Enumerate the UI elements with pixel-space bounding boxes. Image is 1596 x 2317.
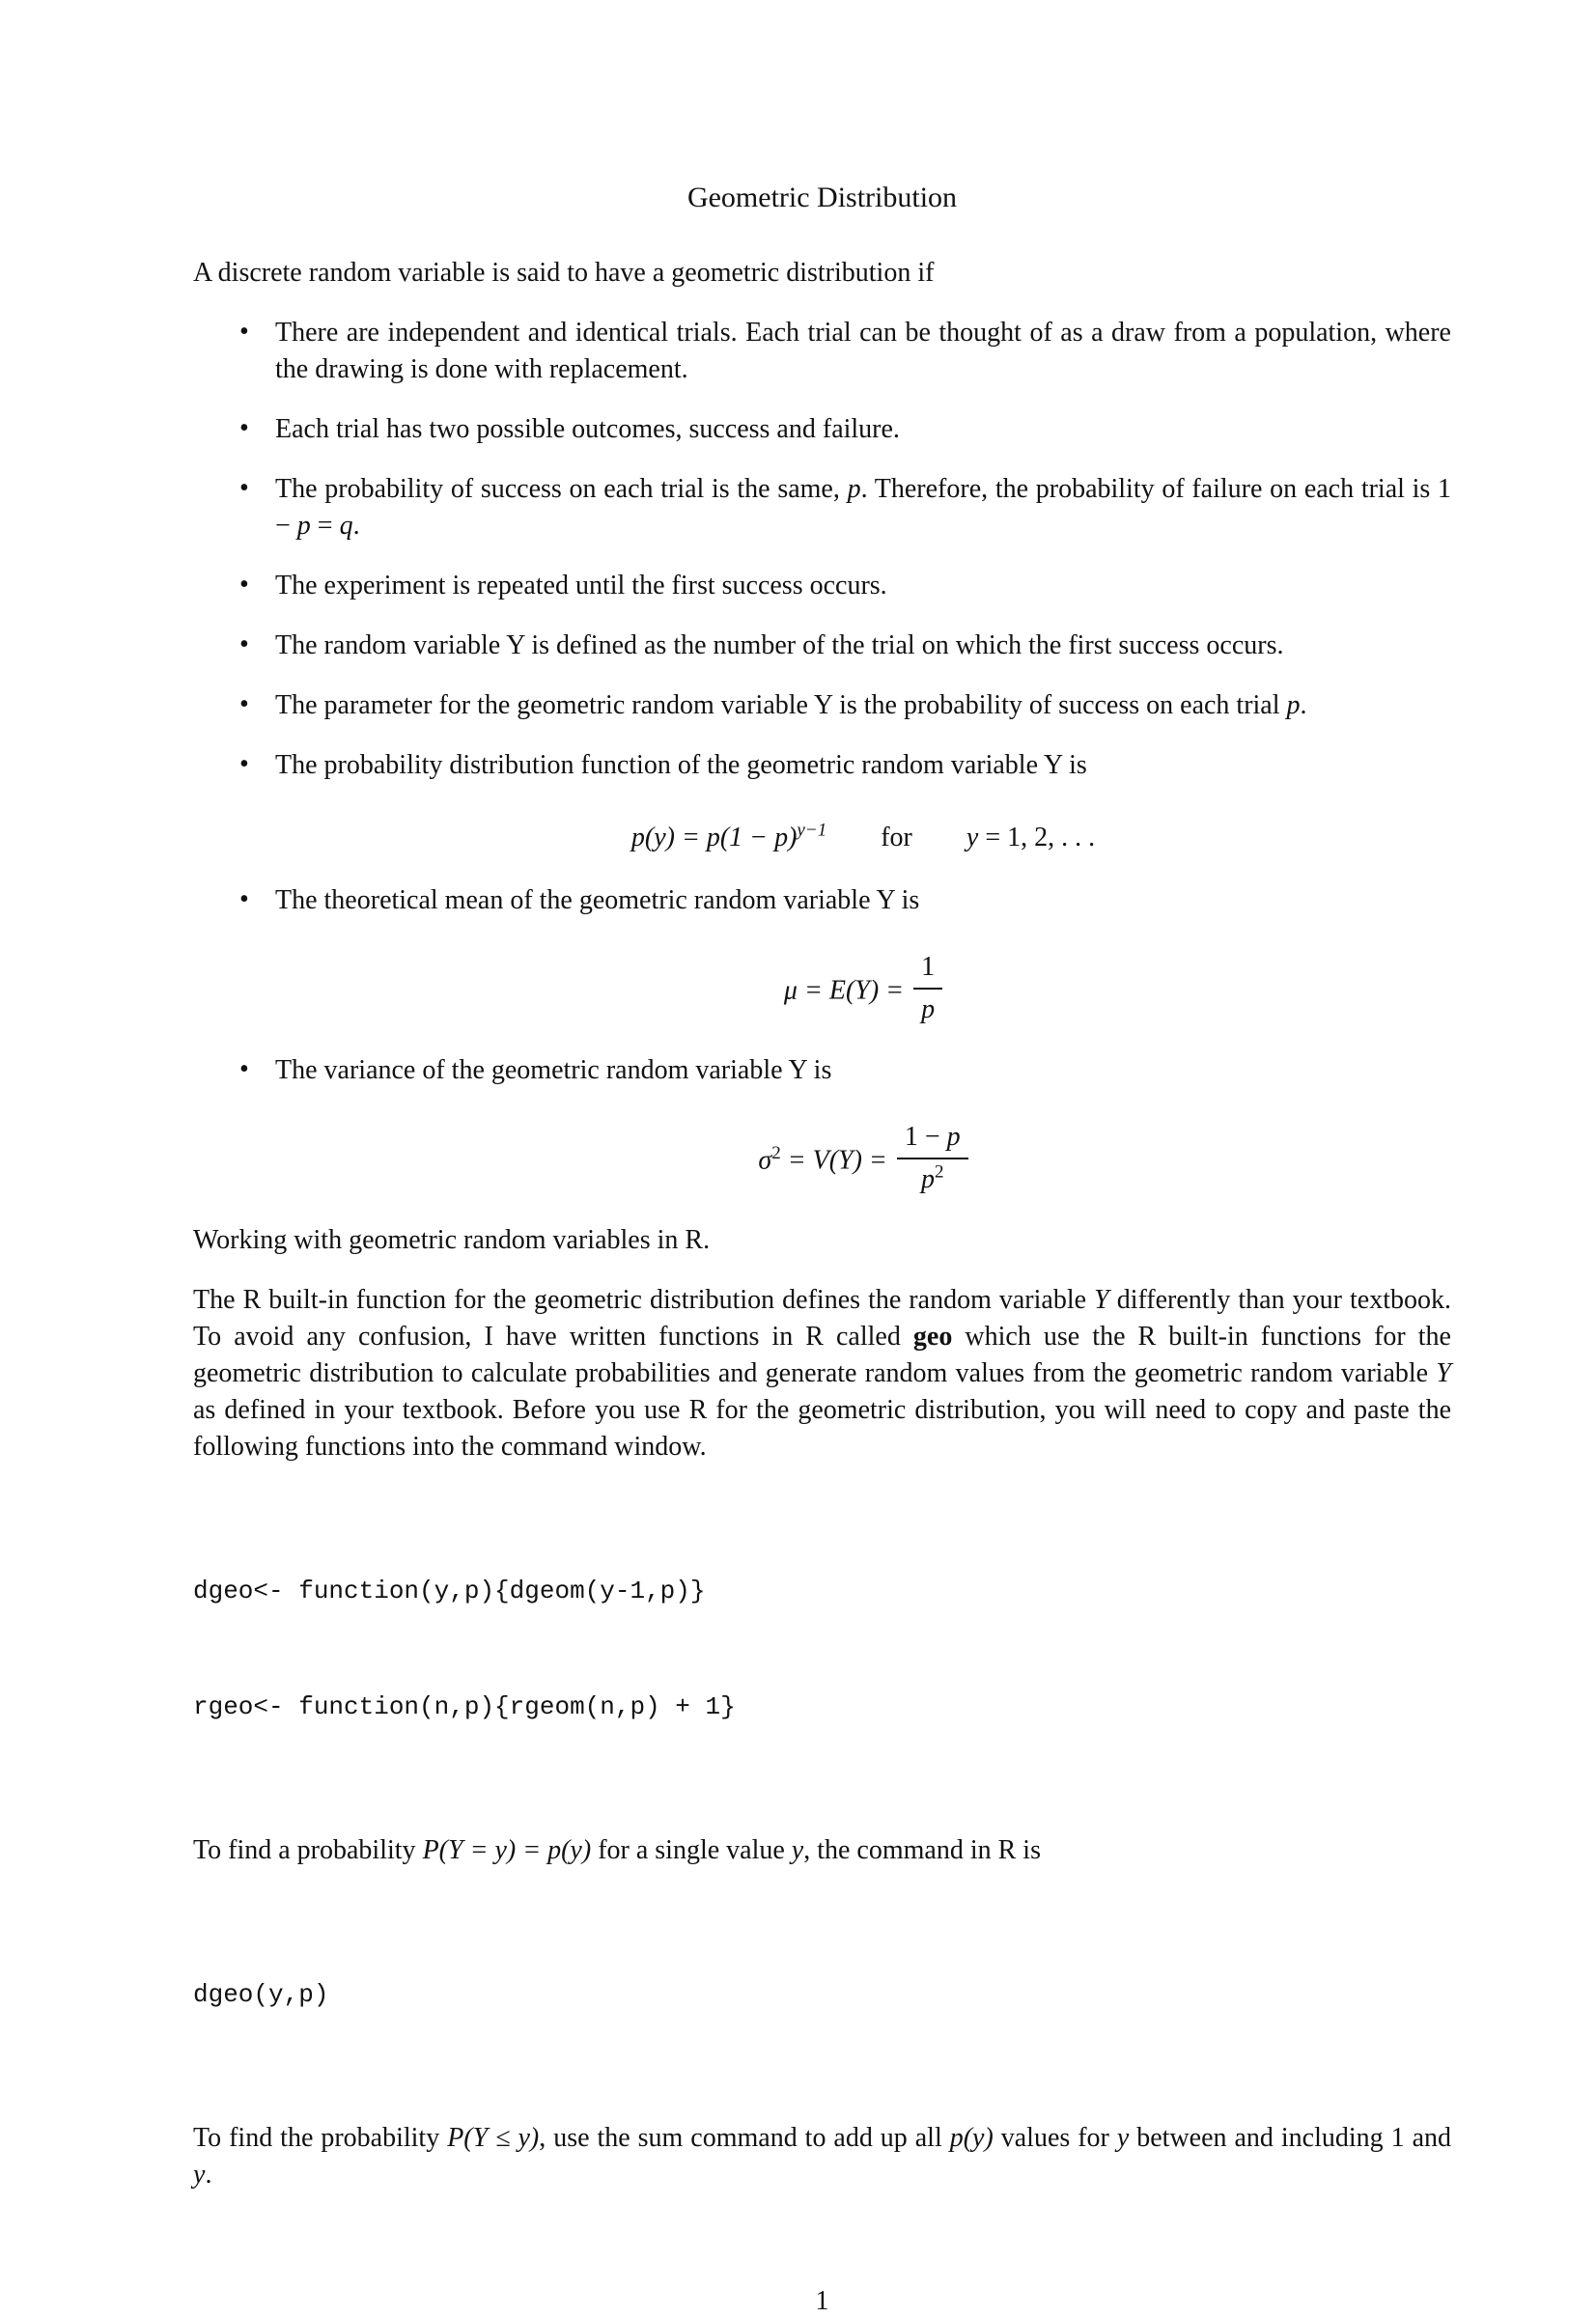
pdf-formula bbox=[275, 817, 1451, 859]
formula-lhs: = V(Y) = bbox=[780, 1145, 887, 1176]
math-segment: p bbox=[296, 511, 311, 541]
r-paragraph bbox=[193, 1282, 1451, 1466]
bullet-icon: • bbox=[239, 629, 249, 659]
text-segment: . bbox=[352, 511, 360, 541]
bullet-text: The random variable Y is defined as the number of the trial on which the first success occurs. bbox=[275, 630, 1284, 660]
bullet-icon: • bbox=[239, 473, 249, 503]
bullet-text: The variance of the geometric random variable Y is bbox=[275, 1055, 832, 1085]
bullet-icon: • bbox=[239, 884, 249, 914]
math-segment: q bbox=[339, 511, 353, 541]
text-segment: which use the R built-in functions for the geometric distribution to calculate probabilities and generate random values from the geometric random variable bbox=[193, 1322, 1451, 1388]
bullet-text: The theoretical mean of the geometric random variable Y is bbox=[275, 885, 920, 915]
text-segment: The probability of success on each trial is the same, bbox=[275, 474, 848, 504]
code-block-dgeo-call bbox=[193, 1898, 1451, 2091]
bullet-text bbox=[275, 687, 1451, 724]
bullet-text bbox=[275, 471, 1451, 544]
code-block-functions bbox=[193, 1494, 1451, 1803]
intro-paragraph: A discrete random variable is said to have a geometric distribution if bbox=[193, 258, 935, 288]
bullet-text: There are independent and identical trials. Each trial can be thought of as a draw from a population, where the drawing is done with replacement. bbox=[275, 318, 1451, 384]
math-segment: Y bbox=[1436, 1358, 1451, 1388]
text-segment: as defined in your textbook. Before you use R for the geometric distribution, you will need to copy and paste the following functions into the command window. bbox=[193, 1395, 1451, 1462]
formula-exponent: 2 bbox=[934, 1161, 944, 1183]
bullet-list bbox=[193, 315, 1451, 1199]
text-segment: To find the probability bbox=[193, 2123, 448, 2153]
code-line-dgeo-call: dgeo(y,p) bbox=[193, 1980, 329, 2009]
math-segment: p bbox=[920, 1164, 935, 1194]
math-segment: p bbox=[847, 474, 861, 504]
math-segment: Y bbox=[1094, 1285, 1109, 1315]
formula-lhs: μ = E(Y) = bbox=[783, 975, 905, 1006]
math-segment: P(Y = y) = p(y) bbox=[422, 1835, 592, 1865]
math-segment: y bbox=[1116, 2123, 1130, 2153]
bullet-text: The probability distribution function of the geometric random variable Y is bbox=[275, 750, 1087, 780]
text-segment: for a single value bbox=[591, 1835, 792, 1865]
bullet-icon: • bbox=[239, 749, 249, 779]
fraction-numerator: 1 bbox=[913, 952, 942, 990]
text-segment: . Therefore, the probability of failure on each trial is 1 − bbox=[275, 474, 1451, 541]
fraction-numerator bbox=[897, 1122, 968, 1159]
bullet-text: The experiment is repeated until the first success occurs. bbox=[275, 571, 887, 600]
bold-segment: geo bbox=[912, 1322, 953, 1352]
text-segment: . bbox=[205, 2160, 212, 2190]
text-segment: between and including 1 and bbox=[1129, 2123, 1452, 2153]
fraction bbox=[897, 1122, 968, 1195]
bullet-item-probability bbox=[193, 471, 1451, 544]
bullet-item-repeat bbox=[193, 568, 1451, 604]
math-segment: p bbox=[946, 1122, 961, 1152]
math-segment: p(y) bbox=[949, 2123, 994, 2153]
bullet-icon: • bbox=[239, 317, 249, 347]
text-segment: = bbox=[310, 511, 340, 541]
fraction-denominator bbox=[897, 1159, 968, 1195]
bullet-text: Each trial has two possible outcomes, success and failure. bbox=[275, 414, 900, 444]
text-segment: To find a probability bbox=[193, 1835, 423, 1865]
formula-sigma-exponent: 2 bbox=[771, 1143, 781, 1164]
variance-formula bbox=[275, 1122, 1451, 1199]
formula-variable: y bbox=[966, 823, 979, 852]
bullet-item-variance bbox=[193, 1052, 1451, 1199]
text-segment: The parameter for the geometric random variable Y is the probability of success on each trial bbox=[275, 690, 1287, 720]
bullet-icon: • bbox=[239, 1054, 249, 1084]
command-paragraph-single bbox=[193, 1832, 1451, 1869]
code-line-rgeo: rgeo<- function(n,p){rgeom(n,p) + 1} bbox=[193, 1692, 736, 1721]
formula-body: p(y) = p(1 − p) bbox=[630, 823, 798, 852]
text-segment: differently than your textbook. To avoid any confusion, I have written functions in R called bbox=[193, 1285, 1451, 1352]
math-segment: y bbox=[193, 2160, 206, 2190]
bullet-item-pdf bbox=[193, 747, 1451, 859]
fraction bbox=[913, 952, 942, 1025]
formula-range: = 1, 2, . . . bbox=[978, 823, 1096, 852]
text-segment: The R built-in function for the geometric distribution defines the random variable bbox=[193, 1285, 1095, 1315]
formula-for-word: for bbox=[881, 823, 912, 852]
formula-exponent: y−1 bbox=[797, 820, 827, 841]
math-segment: p bbox=[1286, 690, 1301, 720]
text-segment: , use the sum command to add up all bbox=[539, 2123, 950, 2153]
bullet-item-random-variable bbox=[193, 628, 1451, 664]
command-paragraph-sum bbox=[193, 2120, 1451, 2193]
formula-sigma: σ bbox=[758, 1145, 772, 1176]
mean-formula bbox=[275, 952, 1451, 1029]
text-segment: 1 − bbox=[904, 1122, 947, 1152]
code-line-dgeo: dgeo<- function(y,p){dgeom(y-1,p)} bbox=[193, 1577, 706, 1605]
text-segment: values for bbox=[993, 2123, 1117, 2153]
bullet-icon: • bbox=[239, 689, 249, 719]
bullet-item-outcomes bbox=[193, 411, 1451, 448]
text-segment: . bbox=[1300, 690, 1307, 720]
bullet-item-trials bbox=[193, 315, 1451, 388]
bullet-item-mean bbox=[193, 882, 1451, 1029]
text-segment: , the command in R is bbox=[803, 1835, 1041, 1865]
fraction-denominator: p bbox=[921, 994, 936, 1024]
math-segment: y bbox=[791, 1835, 804, 1865]
math-segment: P(Y ≤ y) bbox=[447, 2123, 540, 2153]
bullet-icon: • bbox=[239, 413, 249, 443]
r-section-heading: Working with geometric random variables in R. bbox=[193, 1225, 711, 1255]
bullet-item-parameter bbox=[193, 687, 1451, 724]
page-title: Geometric Distribution bbox=[686, 181, 958, 213]
bullet-icon: • bbox=[239, 570, 249, 600]
page-number: 1 bbox=[815, 2286, 829, 2316]
